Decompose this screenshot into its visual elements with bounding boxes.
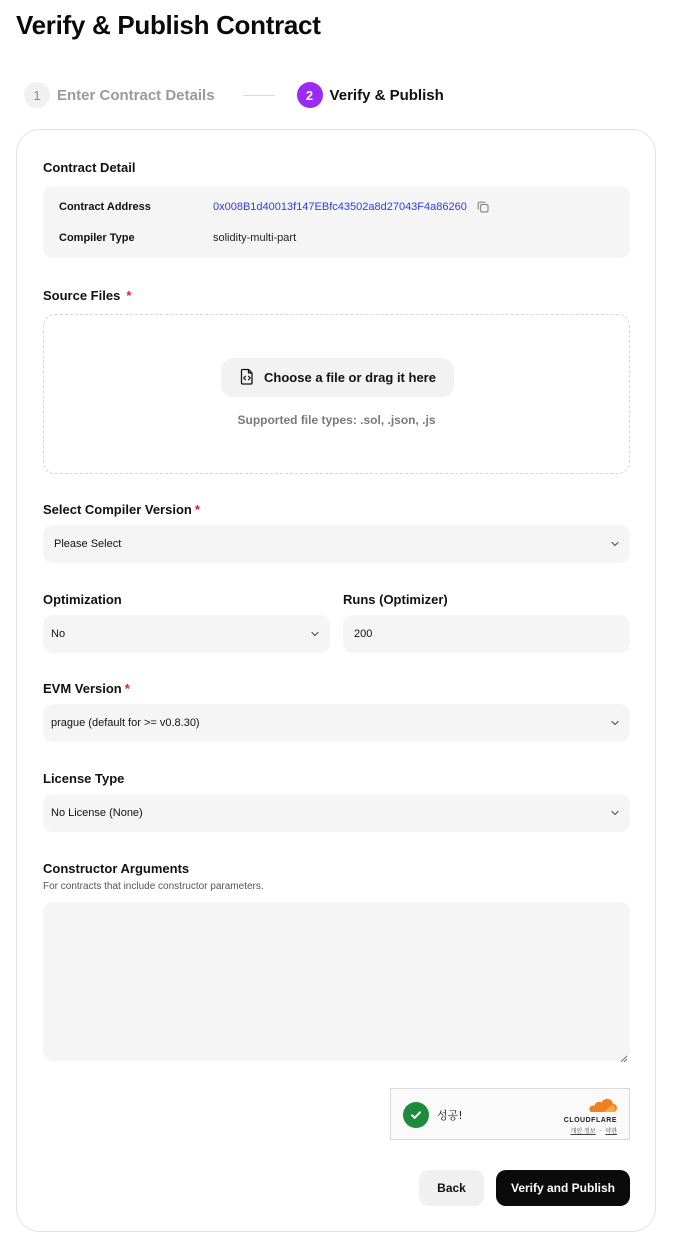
compiler-version-select[interactable] <box>43 525 630 563</box>
compiler-version-title <box>43 502 200 517</box>
required-mark: * <box>194 502 200 517</box>
cloudflare-logo <box>557 1098 617 1135</box>
file-dropzone[interactable] <box>43 314 630 474</box>
privacy-link[interactable]: 개인 정보 <box>570 1128 596 1135</box>
constructor-args-hint: For contracts that include constructor parameters. <box>43 881 264 892</box>
cloudflare-links <box>557 1126 617 1135</box>
compiler-version-label: Select Compiler Version <box>43 502 192 517</box>
source-files-label: Source Files <box>43 288 121 303</box>
runs-value: 200 <box>354 628 373 640</box>
optimization-title: Optimization <box>43 592 122 607</box>
chevron-down-icon <box>609 807 621 819</box>
runs-input[interactable] <box>343 615 630 653</box>
chevron-down-icon <box>609 538 621 550</box>
evm-version-label: EVM Version <box>43 681 122 696</box>
source-files-title <box>43 288 131 303</box>
step-label: Enter Contract Details <box>57 86 215 104</box>
license-type-title: License Type <box>43 771 125 786</box>
back-button[interactable]: Back <box>419 1170 484 1206</box>
contract-address-link[interactable]: 0x008B1d40013f147EBfc43502a8d27043F4a86260 <box>213 201 467 213</box>
contract-address-row <box>59 200 490 214</box>
captcha-success-text: 성공! <box>437 1109 463 1122</box>
resize-handle-icon[interactable] <box>619 1050 628 1059</box>
checkmark-icon <box>403 1102 429 1128</box>
supported-file-types: Supported file types: .sol, .json, .js <box>237 413 436 427</box>
contract-detail-box <box>43 186 630 258</box>
constructor-args-textarea[interactable] <box>43 902 630 1061</box>
verify-form-card <box>16 129 656 1232</box>
constructor-args-title: Constructor Arguments <box>43 861 190 876</box>
license-type-select[interactable] <box>43 794 630 832</box>
terms-link[interactable]: 약관 <box>605 1128 617 1135</box>
runs-title: Runs (Optimizer) <box>343 592 448 607</box>
step-verify-publish[interactable] <box>297 82 444 108</box>
contract-detail-title: Contract Detail <box>43 160 136 175</box>
evm-version-title <box>43 681 130 696</box>
step-label: Verify & Publish <box>329 86 444 104</box>
required-mark: * <box>124 681 130 696</box>
compiler-type-value: solidity-multi-part <box>213 232 297 244</box>
copy-icon[interactable] <box>476 200 490 214</box>
verify-and-publish-button[interactable]: Verify and Publish <box>496 1170 630 1206</box>
stepper <box>24 82 444 108</box>
choose-file-label: Choose a file or drag it here <box>264 370 436 385</box>
cloudflare-wordmark: CLOUDFLARE <box>563 1117 617 1124</box>
compiler-version-value: Please Select <box>54 538 122 550</box>
step-number: 2 <box>297 82 323 108</box>
choose-file-button[interactable] <box>221 358 454 397</box>
step-number: 1 <box>24 82 50 108</box>
step-divider <box>243 95 275 96</box>
evm-version-select[interactable] <box>43 704 630 742</box>
evm-version-value: prague (default for >= v0.8.30) <box>51 717 200 729</box>
compiler-type-row <box>59 232 296 244</box>
link-separator: · <box>599 1128 602 1135</box>
compiler-type-label: Compiler Type <box>59 232 135 244</box>
step-enter-contract-details[interactable] <box>24 82 215 108</box>
chevron-down-icon <box>609 717 621 729</box>
page-title: Verify & Publish Contract <box>16 10 321 40</box>
chevron-down-icon <box>309 628 321 640</box>
optimization-select[interactable] <box>43 615 330 653</box>
file-code-icon <box>239 368 264 388</box>
required-mark: * <box>126 288 132 303</box>
cloudflare-cloud-icon <box>585 1101 617 1118</box>
optimization-value: No <box>51 628 66 640</box>
cloudflare-turnstile-widget[interactable] <box>390 1088 630 1140</box>
contract-address-label: Contract Address <box>59 201 151 213</box>
license-type-value: No License (None) <box>51 807 143 819</box>
